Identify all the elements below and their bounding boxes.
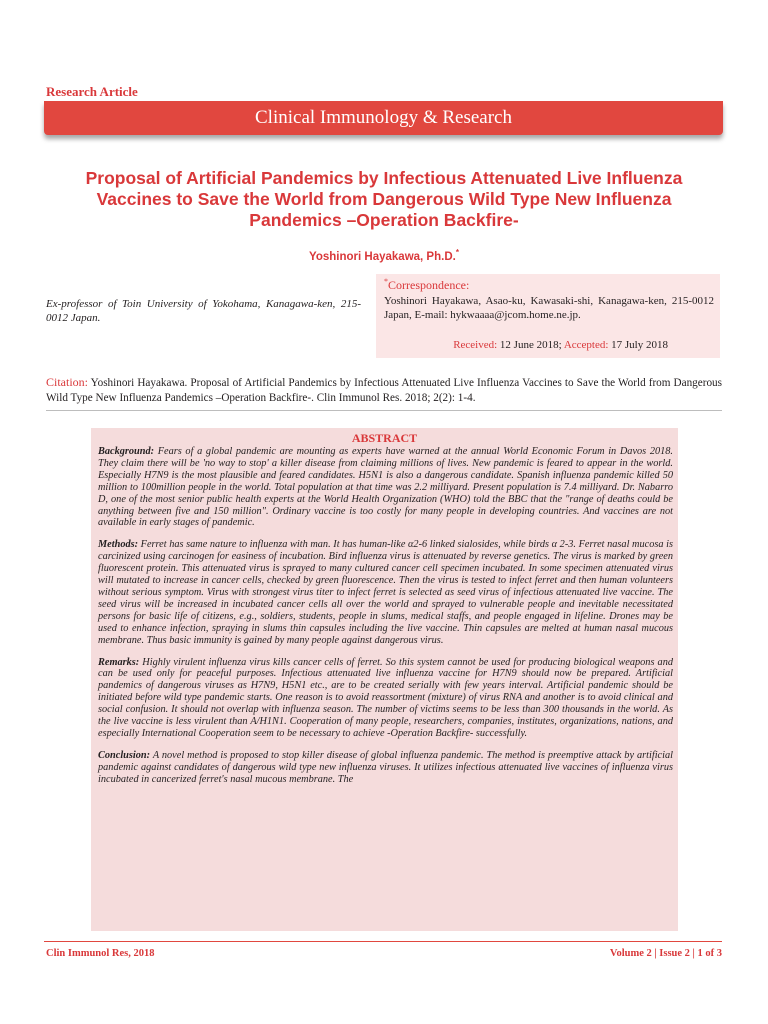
abstract-methods xyxy=(98,539,673,646)
correspondence-mark: * xyxy=(384,277,388,286)
journal-name: Clinical Immunology & Research xyxy=(255,107,512,128)
footer-divider xyxy=(44,941,722,942)
abstract-background xyxy=(98,446,673,529)
title-line: Pandemics –Operation Backfire- xyxy=(249,210,519,230)
correspondence-heading: *Correspondence: xyxy=(384,277,470,292)
footer-journal: Clin Immunol Res, 2018 xyxy=(46,948,155,959)
title-line: Vaccines to Save the World from Dangerous Wild Type New Influenza xyxy=(96,189,672,209)
author-mark: * xyxy=(455,248,459,257)
author-line xyxy=(40,248,728,263)
article-dates xyxy=(453,339,668,351)
correspondence-box xyxy=(376,274,720,358)
title-line: Proposal of Artificial Pandemics by Infectious Attenuated Live Influenza xyxy=(85,168,683,188)
section-text: Ferret has same nature to influenza with man. It has human-like α2-6 linked sialosides, while birds α 2-3. Ferret nasal mucosa is carcinized using carcinogen for easiness of incubation. Bird influenza virus is attenuated by reverse genetics. The virus is marked by green fluorescent protein. This attenuated virus is sprayed to many cultured cancer cell specimen incubated. In some specimen attenuated virus will mutated to increase in cancer cells, checked by green fluorescence. Then the virus is tested to infect ferret and then human volunteers without serious symptom. Virus with strongest virus titer to infect ferret is selected as seed virus of infectious attenuated live vaccine. The seed virus will be increased in incubated cancer cells all over the world and sprayed to vulnerable people and inevitable necessitated persons for basic life of citizens, e.g., soldiers, students, people in slums, medical staffs, and people engaged in lifeline. Drones may be used to enhance infection, spraying in slums thin capsules including the live vaccine. Thin capsules are melted at human nasal mucous membrane. Thus basic immunity is gained by many people against dangerous virus. xyxy=(98,539,673,646)
citation xyxy=(46,375,722,406)
author-name: Yoshinori Hayakawa, Ph.D. xyxy=(309,250,456,263)
section-text: Highly virulent influenza virus kills cancer cells of ferret. So this system cannot be used for producing biological weapons and can be used only for peaceful purposes. Infectious attenuated live influenza vaccine for H7N9 should now be prepared. Artificial pandemics of dangerous viruses as H7N9, H5N1 etc., are to be created serially with few years interval. Artificial pandemic should be initiated before wild type pandemic starts. One reason is to avoid reassortment (mixture) of virus RNA and another is to avoid clinical and social confusion. It should not overlap with influenza season. The number of victims seems to be less than 300 thousands in the world. As the live vaccine is less virulent than A/H1N1. Cooperation of many people, researchers, companies, institutes, organizations, nations, and especially International Cooperation seem to be necessary to achieve -Operation Backfire- successfully. xyxy=(98,656,673,739)
received-label: Received: xyxy=(453,339,498,351)
article-title xyxy=(40,168,728,231)
section-divider xyxy=(46,410,722,411)
section-label: Conclusion: xyxy=(98,749,151,761)
journal-banner xyxy=(44,101,723,135)
section-label: Methods: xyxy=(98,539,139,551)
section-label: Background: xyxy=(98,446,155,457)
section-label: Remarks: xyxy=(98,656,140,668)
accepted-date: 17 July 2018 xyxy=(611,339,668,351)
section-text: A novel method is proposed to stop killer disease of global influenza pandemic. The method is preemptive attack by artificial pandemic against candidates of dangerous wild type new influenza viruses. It utilizes infectious attenuated live vaccines of influenza virus incubated in cancerized ferret's nasal mucous membrane. The xyxy=(98,749,674,785)
abstract-panel xyxy=(91,428,678,931)
section-text: Fears of a global pandemic are mounting as experts have warned at the annual World Economic Forum in Davos 2018. They claim there will be 'no way to stop' a killer disease from claiming millions of lives. New pandemic is feared to appear in the world. Especially H7N9 is the most plausible and feared candidates. H5N1 is also a dangerous candidate. Spanish influenza pandemic killed 50 million to 100million people in the world. Total population at that time was 2.2 milliyard. Present population is 7.4 milliyard. Dr. Nabarro D, one of the most senior public health experts at the World Health Organization (WHO) told the BBC that the "range of deaths could be anything between five and 150 million". Ordinary vaccine is too costly for many people in developing countries. And vaccines are not available in early stages of pandemic. xyxy=(98,446,674,529)
citation-label: Citation: xyxy=(46,375,88,389)
affiliation: Ex-professor of Toin University of Yokohama, Kanagawa-ken, 215-0012 Japan. xyxy=(46,298,361,324)
abstract-heading: ABSTRACT xyxy=(351,431,418,445)
correspondence-text: Yoshinori Hayakawa, Asao-ku, Kawasaki-shi, Kanagawa-ken, 215-0012 Japan, E-mail: hykwaaaa@jcom.home.ne.jp. xyxy=(384,295,714,321)
article-type-label: Research Article xyxy=(46,84,138,99)
abstract-conclusion xyxy=(98,750,673,786)
citation-text: Yoshinori Hayakawa. Proposal of Artificial Pandemics by Infectious Attenuated Live Influenza Vaccines to Save the World from Dangerous Wild Type New Influenza Pandemics –Operation Backfire-. Clin Immunol Res. 2018; 2(2): 1-4. xyxy=(46,377,722,404)
accepted-label: Accepted: xyxy=(563,339,609,351)
footer-page-info: Volume 2 | Issue 2 | 1 of 3 xyxy=(609,948,722,959)
received-date: 12 June 2018; xyxy=(499,339,562,351)
abstract-remarks xyxy=(98,657,673,740)
